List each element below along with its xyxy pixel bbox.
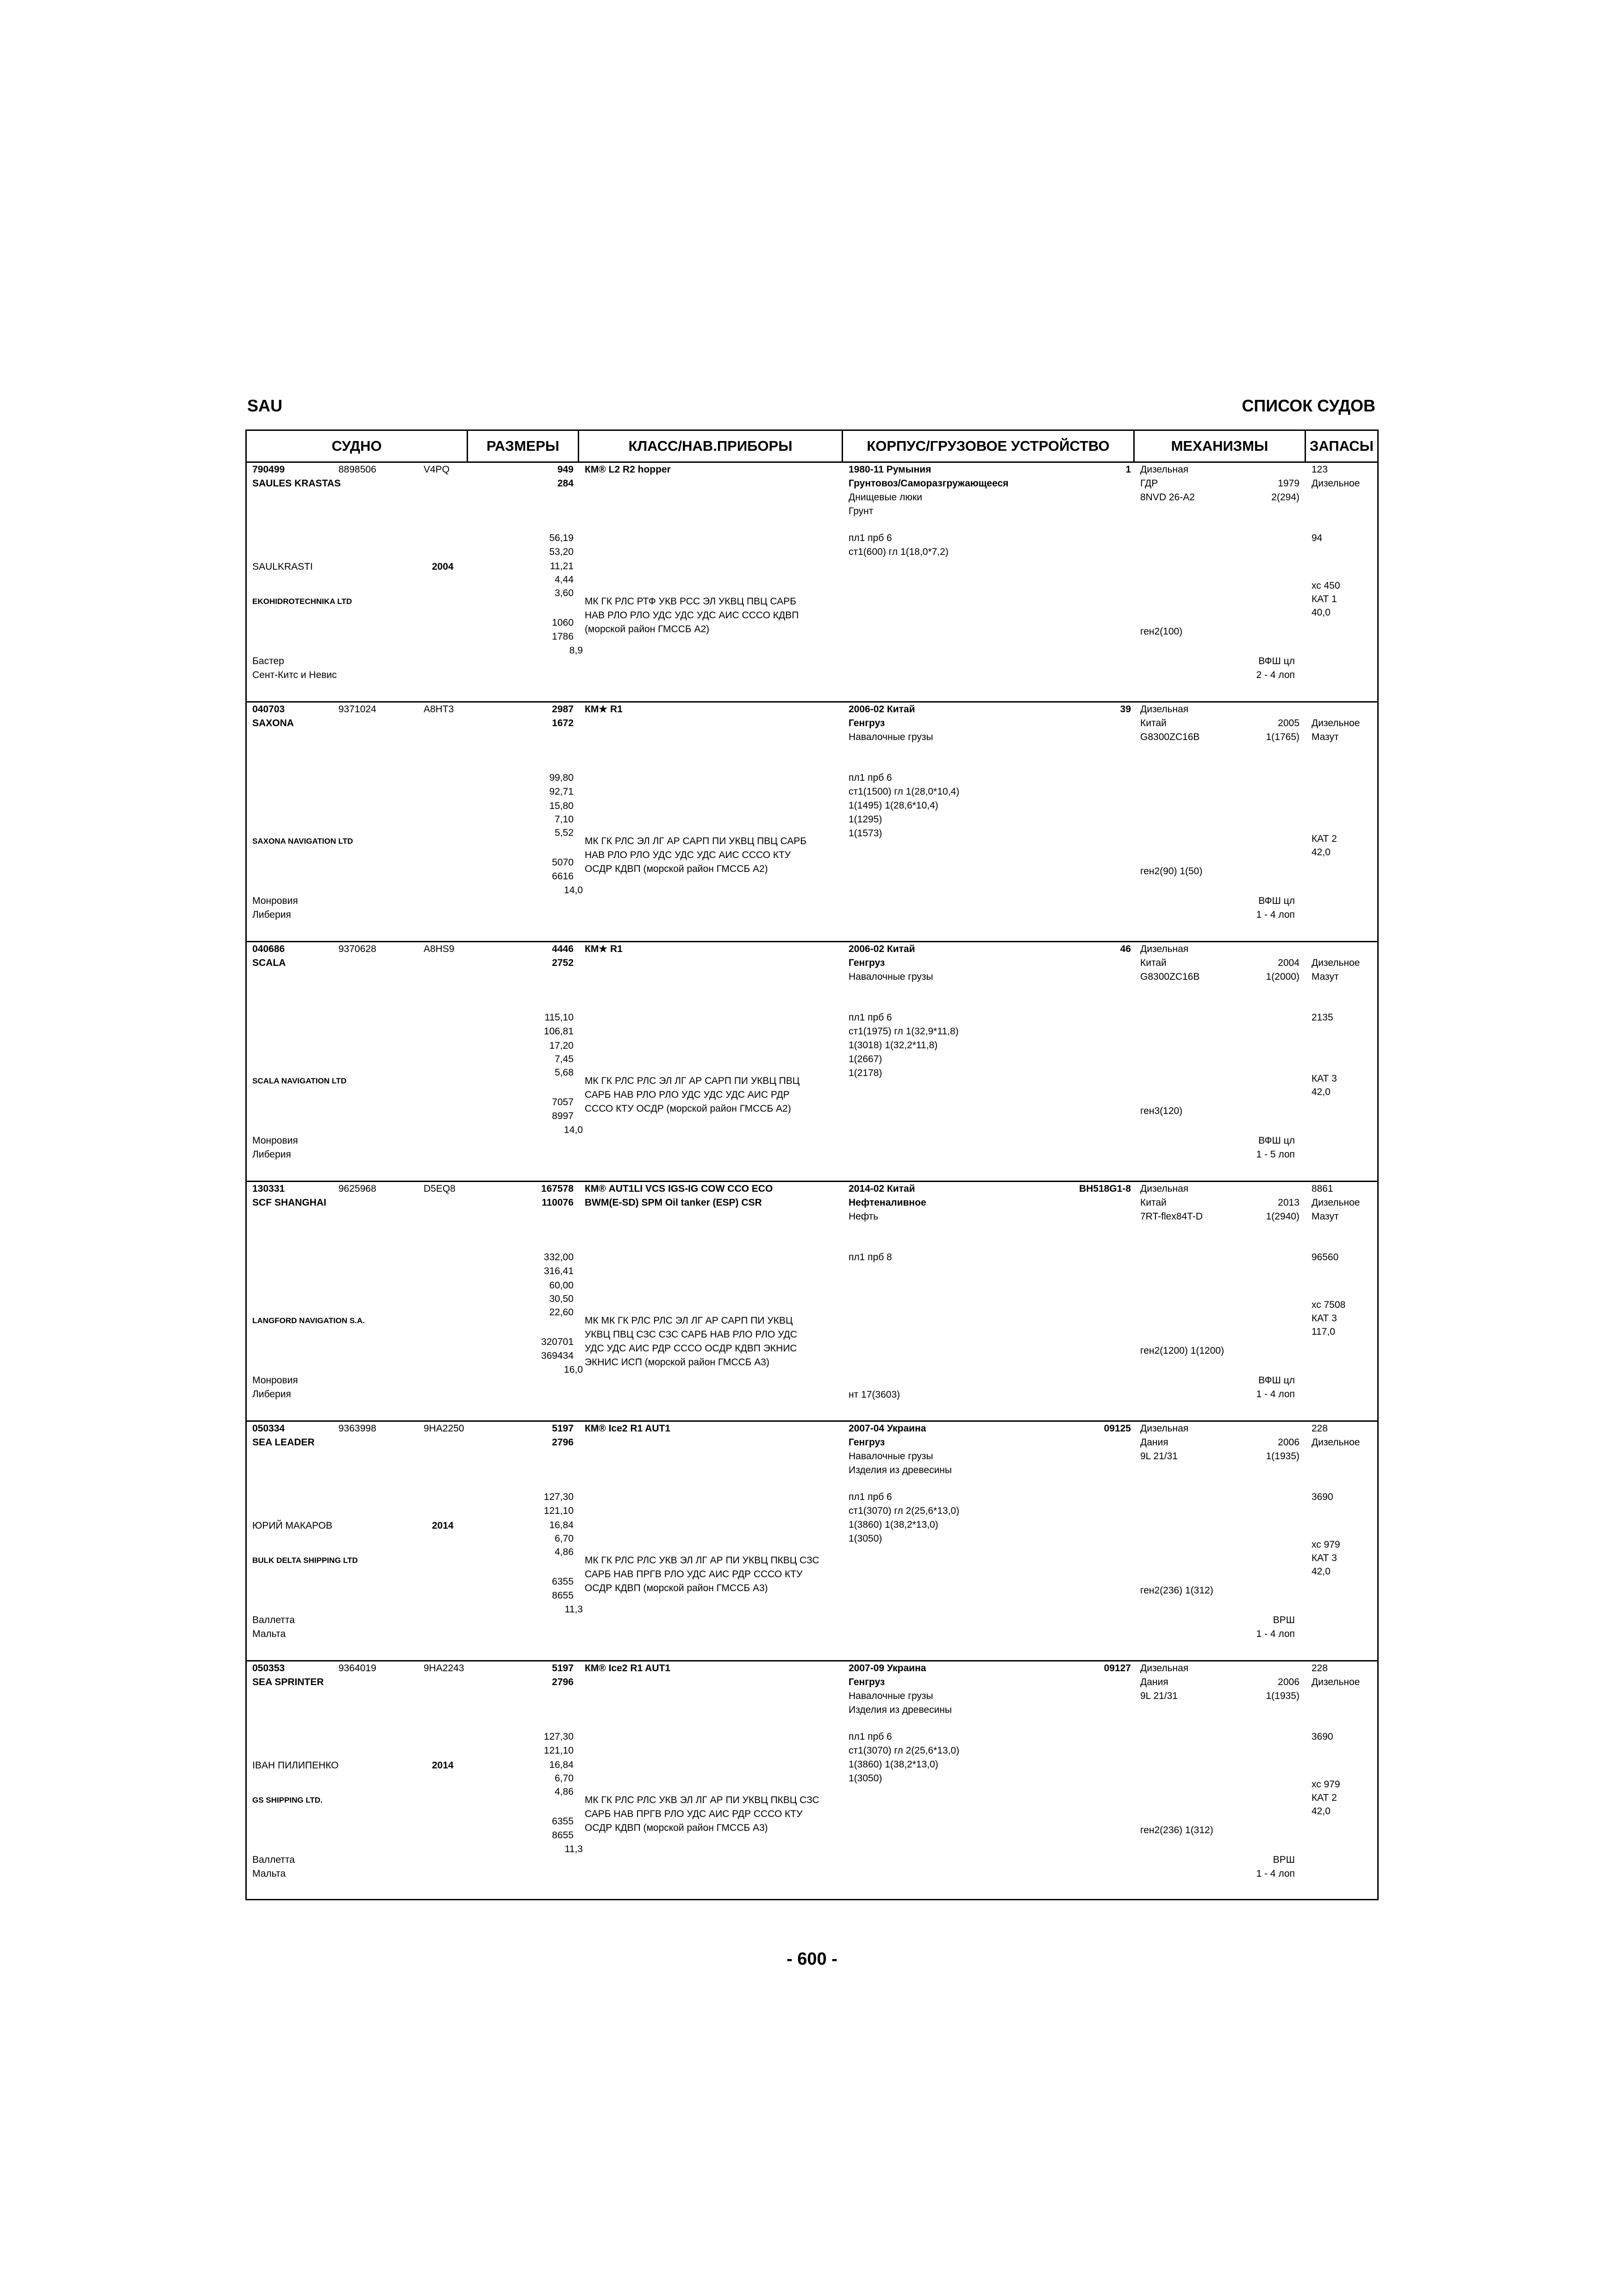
engine-detail: 7RT-flex84T-D: [1140, 1211, 1203, 1222]
vessel-reg-number: 040686: [252, 944, 285, 954]
nav-equipment: МК МК ГК РЛС РЛС ЭЛ ЛГ АР САРП ПИ УКВЦ: [585, 1315, 793, 1326]
dimension-value: 369434: [541, 1350, 574, 1361]
vessel-name: SEA SPRINTER: [252, 1677, 324, 1687]
dimension-value: 121,10: [543, 1506, 574, 1516]
propeller-blades: 1 - 5 лоп: [1256, 1149, 1295, 1160]
record-divider: [247, 1181, 1377, 1182]
stores-value: 2135: [1312, 1012, 1333, 1023]
vessel-reg-number: 040703: [252, 704, 285, 715]
build-date-country: 2006-02 Китай: [849, 944, 915, 954]
dimension-value: 5,68: [555, 1067, 574, 1078]
vessel-type: Генгруз: [849, 718, 885, 728]
build-number: 09125: [1104, 1423, 1131, 1434]
nav-equipment: УКВЦ ПВЦ СЗС СЗС САРБ НАВ РЛО РЛО УДС: [585, 1329, 797, 1340]
hull-detail: 1(3050): [849, 1773, 882, 1784]
engine-detail: Дизельная: [1140, 464, 1189, 475]
stores-value: Мазут: [1312, 1211, 1339, 1222]
engine-detail: 9L 21/31: [1140, 1691, 1178, 1701]
vessel-record: [247, 1422, 1377, 1661]
vessel-flag: Либерия: [252, 1149, 291, 1160]
dimension-value: 332,00: [543, 1252, 574, 1263]
propeller: ВФШ цл: [1258, 656, 1295, 666]
vessel-call-sign: A8HS9: [424, 944, 455, 954]
build-number: 09127: [1104, 1663, 1131, 1674]
dimension-value: 7057: [552, 1097, 574, 1108]
vessel-port: Бастер: [252, 656, 284, 666]
generator: ген2(236) 1(312): [1140, 1825, 1213, 1836]
vessel-record: [247, 463, 1377, 702]
vessel-call-sign: V4PQ: [424, 464, 450, 475]
stores-value: КАТ 3: [1312, 1073, 1337, 1084]
hull-detail: ст1(3070) гл 2(25,6*13,0): [849, 1506, 960, 1516]
cargo-type: Навалочные грузы: [849, 1451, 933, 1462]
vessel-name: SCALA: [252, 958, 286, 968]
vessel-port: Монровия: [252, 1135, 298, 1146]
dimension-value: 115,10: [544, 1012, 574, 1023]
hull-detail: пл1 прб 6: [849, 772, 892, 783]
stores-value: КАТ 2: [1312, 1792, 1337, 1803]
build-date-country: 2006-02 Китай: [849, 704, 915, 715]
nav-equipment: НАВ РЛО РЛО УДС УДС УДС АИС СССО КДВП: [585, 610, 799, 621]
engine-detail: Китай: [1140, 958, 1167, 968]
vessel-imo: 9364019: [338, 1663, 376, 1674]
engine-year: 2006: [1278, 1437, 1299, 1448]
cargo-type: Навалочные грузы: [849, 1691, 933, 1701]
propeller-blades: 1 - 4 лоп: [1256, 1629, 1295, 1639]
vessel-owner: LANGFORD NAVIGATION S.A.: [252, 1316, 365, 1325]
class-notation: КМ★ R1: [585, 704, 623, 715]
vessel-former-name: SAULKRASTI: [252, 561, 313, 572]
class-notation: КМ® Ice2 R1 AUT1: [585, 1423, 671, 1434]
vessel-flag: Либерия: [252, 909, 291, 920]
vessel-record: [247, 1661, 1377, 1901]
propeller: ВФШ цл: [1258, 1135, 1295, 1146]
engine-detail: 9L 21/31: [1140, 1451, 1178, 1462]
dimension-value: 11,3: [564, 1604, 583, 1615]
stores-value: 96560: [1312, 1252, 1339, 1263]
dimension-value: 121,10: [543, 1745, 574, 1756]
hull-detail: ст1(1975) гл 1(32,9*11,8): [849, 1026, 959, 1037]
propeller-blades: 1 - 4 лоп: [1256, 1389, 1295, 1400]
engine-detail: Дизельная: [1140, 704, 1189, 715]
dimension-value: 127,30: [543, 1492, 574, 1502]
hull-detail: пл1 прб 6: [849, 1731, 892, 1742]
nav-equipment: САРБ НАВ РЛО РЛО УДС УДС УДС АИС РДР: [585, 1089, 790, 1100]
build-number: BH518G1-8: [1079, 1183, 1131, 1194]
hull-detail: ст1(600) гл 1(18,0*7,2): [849, 547, 949, 557]
dimension-value: 22,60: [549, 1307, 574, 1318]
stores-value: 40,0: [1312, 607, 1330, 618]
vessel-port: Валлетта: [252, 1854, 295, 1865]
dimension-value: 6355: [552, 1576, 574, 1587]
nav-equipment: МК ГК РЛС РЛС УКВ ЭЛ ЛГ АР ПИ УКВЦ ПКВЦ СЗС: [585, 1795, 819, 1805]
engine-detail: Дания: [1140, 1677, 1168, 1687]
vessel-owner: BULK DELTA SHIPPING LTD: [252, 1556, 358, 1565]
class-notation: КМ® L2 R2 hopper: [585, 464, 671, 475]
generator: ген2(100): [1140, 626, 1183, 637]
stores-value: Дизельное: [1312, 1677, 1360, 1687]
gross-tonnage: 4446: [552, 944, 574, 954]
hull-extra: нт 17(3603): [849, 1389, 900, 1400]
dimension-value: 16,84: [549, 1760, 574, 1770]
cargo-type: Нефть: [849, 1211, 879, 1222]
net-tonnage: 2796: [552, 1677, 574, 1687]
vessel-imo: 9625968: [338, 1183, 376, 1194]
engine-power: 2(294): [1271, 492, 1299, 503]
vessel-port: Монровия: [252, 896, 298, 906]
class-notation: КМ★ R1: [585, 944, 623, 954]
dimension-value: 11,21: [550, 561, 574, 572]
dimension-value: 6,70: [555, 1773, 574, 1784]
vessel-port: Валлетта: [252, 1615, 295, 1625]
col-header-hull: КОРПУС/ГРУЗОВОЕ УСТРОЙСТВО: [843, 431, 1135, 461]
dimension-value: 8997: [552, 1111, 574, 1121]
dimension-value: 8655: [552, 1590, 574, 1601]
build-number: 1: [1125, 464, 1131, 475]
dimension-value: 16,84: [549, 1520, 574, 1531]
vessel-record: [247, 703, 1377, 942]
propeller: ВРШ: [1273, 1615, 1295, 1625]
vessel-former-name: ЮРИЙ МАКАРОВ: [252, 1520, 332, 1531]
engine-detail: Китай: [1140, 718, 1167, 728]
dimension-value: 53,20: [549, 547, 574, 557]
class-notation: КМ® Ice2 R1 AUT1: [585, 1663, 671, 1674]
dimension-value: 17,20: [549, 1040, 574, 1051]
gross-tonnage: 949: [557, 464, 574, 475]
net-tonnage: 1672: [552, 718, 574, 728]
dimension-value: 5070: [552, 857, 574, 868]
stores-value: 228: [1312, 1423, 1328, 1434]
stores-value: Дизельное: [1312, 1437, 1360, 1448]
dimension-value: 56,19: [549, 533, 574, 543]
vessel-call-sign: 9HA2250: [424, 1423, 464, 1434]
vessel-table: [245, 429, 1379, 1900]
nav-equipment: САРБ НАВ ПРГВ РЛО УДС АИС РДР СССО КТУ: [585, 1569, 803, 1580]
dimension-value: 16,0: [564, 1364, 583, 1375]
net-tonnage: 2796: [552, 1437, 574, 1448]
stores-value: хс 979: [1312, 1779, 1340, 1790]
dimension-value: 92,71: [549, 786, 574, 797]
dimension-value: 4,86: [555, 1547, 574, 1557]
engine-year: 2013: [1278, 1197, 1299, 1208]
stores-value: Дизельное: [1312, 718, 1360, 728]
propeller-blades: 2 - 4 лоп: [1256, 670, 1295, 680]
vessel-reg-number: 130331: [252, 1183, 285, 1194]
propeller-blades: 1 - 4 лоп: [1256, 909, 1295, 920]
page-header-country: SAU: [247, 396, 283, 415]
stores-value: 42,0: [1312, 847, 1330, 858]
vessel-name: SAXONA: [252, 718, 294, 728]
nav-equipment: МК ГК РЛС РЛС ЭЛ ЛГ АР САРП ПИ УКВЦ ПВЦ: [585, 1076, 800, 1086]
vessel-owner: SAXONA NAVIGATION LTD: [252, 837, 353, 846]
engine-power: 1(2000): [1266, 971, 1299, 982]
engine-power: 1(1935): [1266, 1451, 1299, 1462]
gross-tonnage: 5197: [552, 1663, 574, 1674]
net-tonnage: 284: [557, 478, 574, 489]
propeller: ВФШ цл: [1258, 1375, 1295, 1386]
engine-detail: ГДР: [1140, 478, 1158, 489]
dimension-value: 14,0: [564, 1125, 583, 1135]
hull-detail: 1(1495) 1(28,6*10,4): [849, 800, 938, 811]
net-tonnage: 2752: [552, 958, 574, 968]
vessel-name: SEA LEADER: [252, 1437, 315, 1448]
vessel-call-sign: 9HA2243: [424, 1663, 464, 1674]
nav-equipment: ОСДР КДВП (морской район ГМССБ A3): [585, 1823, 768, 1833]
hull-detail: пл1 прб 6: [849, 1012, 892, 1023]
propeller: ВРШ: [1273, 1854, 1295, 1865]
generator: ген2(90) 1(50): [1140, 866, 1203, 877]
engine-year: 1979: [1278, 478, 1299, 489]
vessel-name: SAULES KRASTAS: [252, 478, 341, 489]
engine-detail: Дизельная: [1140, 1183, 1189, 1194]
dimension-value: 4,86: [555, 1786, 574, 1797]
engine-detail: 8NVD 26-A2: [1140, 492, 1195, 503]
vessel-call-sign: A8HT3: [424, 704, 454, 715]
dimension-value: 7,45: [555, 1054, 574, 1064]
hull-detail: ст1(1500) гл 1(28,0*10,4): [849, 786, 960, 797]
vessel-type: Генгруз: [849, 1437, 885, 1448]
generator: ген2(236) 1(312): [1140, 1585, 1213, 1596]
engine-detail: Дизельная: [1140, 944, 1189, 954]
engine-year: 2004: [1278, 958, 1299, 968]
col-header-dimensions: РАЗМЕРЫ: [468, 431, 579, 461]
stores-value: 42,0: [1312, 1087, 1330, 1097]
vessel-record: [247, 942, 1377, 1182]
gross-tonnage: 167578: [541, 1183, 574, 1194]
build-date-country: 2007-04 Украина: [849, 1423, 926, 1434]
stores-value: Мазут: [1312, 732, 1339, 742]
stores-value: хс 450: [1312, 580, 1340, 591]
nav-equipment: МК ГК РЛС ЭЛ ЛГ АР САРП ПИ УКВЦ ПВЦ САРБ: [585, 836, 807, 846]
nav-equipment: ОСДР КДВП (морской район ГМССБ A2): [585, 864, 768, 874]
vessel-type: Нефтеналивное: [849, 1197, 926, 1208]
vessel-type: Генгруз: [849, 1677, 885, 1687]
vessel-owner: SCALA NAVIGATION LTD: [252, 1076, 347, 1085]
dimension-value: 320701: [541, 1337, 574, 1347]
stores-value: 42,0: [1312, 1566, 1330, 1577]
stores-value: хс 979: [1312, 1539, 1340, 1550]
cargo-type: Изделия из древесины: [849, 1465, 952, 1475]
stores-value: 3690: [1312, 1731, 1333, 1742]
vessel-reg-number: 050353: [252, 1663, 285, 1674]
engine-detail: G8300ZC16B: [1140, 971, 1200, 982]
hull-detail: 1(1573): [849, 828, 882, 839]
nav-equipment: ЭКНИС ИСП (морской район ГМССБ A3): [585, 1357, 769, 1368]
dimension-value: 1786: [552, 631, 574, 642]
nav-equipment: МК ГК РЛС РТФ УКВ РСС ЭЛ УКВЦ ПВЦ САРБ: [585, 596, 796, 607]
dimension-value: 6,70: [555, 1533, 574, 1544]
dimension-value: 6355: [552, 1816, 574, 1827]
dimension-value: 8655: [552, 1830, 574, 1841]
nav-equipment: ОСДР КДВП (морской район ГМССБ A3): [585, 1583, 768, 1593]
nav-equipment: МК ГК РЛС РЛС УКВ ЭЛ ЛГ АР ПИ УКВЦ ПКВЦ СЗС: [585, 1555, 819, 1566]
stores-value: Дизельное: [1312, 958, 1360, 968]
dimension-value: 60,00: [549, 1280, 574, 1291]
dimension-value: 1060: [552, 617, 574, 628]
hull-detail: 1(3860) 1(38,2*13,0): [849, 1519, 938, 1530]
vessel-flag: Мальта: [252, 1629, 286, 1639]
dimension-value: 30,50: [549, 1294, 574, 1304]
record-divider: [247, 1420, 1377, 1422]
hull-detail: пл1 прб 6: [849, 1492, 892, 1502]
vessel-type: Грунтовоз/Саморазгружающееся: [849, 478, 1009, 489]
stores-value: хс 7508: [1312, 1300, 1346, 1310]
vessel-name: SCF SHANGHAI: [252, 1197, 326, 1208]
hull-detail: 1(3018) 1(32,2*11,8): [849, 1040, 938, 1051]
col-header-stores: ЗАПАСЫ: [1309, 438, 1374, 454]
dimension-value: 14,0: [564, 885, 583, 896]
engine-detail: Дания: [1140, 1437, 1168, 1448]
dimension-value: 15,80: [549, 801, 574, 811]
stores-value: 3690: [1312, 1492, 1333, 1502]
build-date-country: 2014-02 Китай: [849, 1183, 915, 1194]
record-divider: [247, 941, 1377, 942]
stores-value: 123: [1312, 464, 1328, 475]
cargo-type: Изделия из древесины: [849, 1705, 952, 1715]
dimension-value: 11,3: [564, 1844, 583, 1854]
dimension-value: 106,81: [543, 1026, 574, 1037]
generator: ген2(1200) 1(1200): [1140, 1345, 1224, 1356]
gross-tonnage: 2987: [552, 704, 574, 715]
gross-tonnage: 5197: [552, 1423, 574, 1434]
hull-detail: пл1 прб 6: [849, 533, 892, 543]
propeller-blades: 1 - 4 лоп: [1256, 1868, 1295, 1879]
cargo-type: Грунт: [849, 506, 874, 516]
stores-value: 42,0: [1312, 1806, 1330, 1817]
dimension-value: 316,41: [543, 1266, 574, 1276]
generator: ген3(120): [1140, 1106, 1183, 1116]
col-header-vessel: СУДНО: [247, 431, 468, 461]
build-number: 39: [1120, 704, 1131, 715]
page-header-title: СПИСОК СУДОВ: [1242, 396, 1375, 415]
build-number: 46: [1120, 944, 1131, 954]
engine-detail: Китай: [1140, 1197, 1167, 1208]
vessel-flag: Сент-Китс и Невис: [252, 670, 337, 680]
page-number: - 600 -: [787, 1949, 837, 1969]
dimension-value: 7,10: [555, 814, 574, 825]
engine-power: 1(1935): [1266, 1691, 1299, 1701]
net-tonnage: 110076: [542, 1197, 574, 1208]
hull-detail: пл1 прб 8: [849, 1252, 892, 1263]
col-header-class: КЛАСС/НАВ.ПРИБОРЫ: [579, 431, 843, 461]
hull-detail: 1(3860) 1(38,2*13,0): [849, 1759, 938, 1770]
vessel-owner: EKOHIDROTECHNIKA LTD: [252, 597, 352, 606]
vessel-former-name: IBAН ПИЛИПЕНКО: [252, 1760, 339, 1771]
class-notation: КМ® AUT1LI VCS IGS-IG COW CCO ECO: [585, 1183, 773, 1194]
vessel-reg-number: 050334: [252, 1423, 285, 1434]
hull-detail: 1(2667): [849, 1054, 882, 1064]
vessel-former-year: 2014: [432, 1760, 454, 1771]
stores-value: Дизельное: [1312, 478, 1360, 489]
nav-equipment: УДС УДС АИС РДР СССО ОСДР КДВП ЭКНИС: [585, 1343, 797, 1354]
stores-value: 117,0: [1312, 1326, 1335, 1337]
col-header-machinery: МЕХАНИЗМЫ: [1135, 431, 1306, 461]
stores-value: КАТ 3: [1312, 1553, 1337, 1563]
engine-power: 1(2940): [1266, 1211, 1299, 1222]
vessel-call-sign: D5EQ8: [424, 1183, 456, 1194]
hull-detail: 1(2178): [849, 1068, 882, 1078]
engine-power: 1(1765): [1266, 732, 1299, 742]
vessel-reg-number: 790499: [252, 464, 285, 475]
dimension-value: 5,52: [555, 828, 574, 838]
nav-equipment: СССО КТУ ОСДР (морской район ГМССБ A2): [585, 1103, 791, 1114]
cargo-type: Навалочные грузы: [849, 732, 933, 742]
propeller: ВФШ цл: [1258, 896, 1295, 906]
vessel-imo: 9363998: [338, 1423, 376, 1434]
class-notation-line2: BWM(E-SD) SPM Oil tanker (ESP) CSR: [585, 1197, 762, 1208]
stores-value: 94: [1312, 533, 1323, 543]
hull-detail: 1(1295): [849, 814, 882, 825]
vessel-imo: 9371024: [338, 704, 376, 715]
vessel-owner: GS SHIPPING LTD.: [252, 1796, 323, 1804]
vessel-port: Монровия: [252, 1375, 298, 1386]
dimension-value: 3,60: [555, 588, 574, 598]
vessel-imo: 9370628: [338, 944, 376, 954]
stores-value: Дизельное: [1312, 1197, 1360, 1208]
nav-equipment: САРБ НАВ ПРГВ РЛО УДС АИС РДР СССО КТУ: [585, 1809, 803, 1819]
engine-year: 2006: [1278, 1677, 1299, 1687]
vessel-flag: Мальта: [252, 1868, 286, 1879]
cargo-type: Навалочные грузы: [849, 971, 933, 982]
cargo-type: Днищевые люки: [849, 492, 922, 503]
vessel-former-year: 2014: [432, 1520, 454, 1531]
build-date-country: 2007-09 Украина: [849, 1663, 926, 1674]
hull-detail: ст1(3070) гл 2(25,6*13,0): [849, 1745, 960, 1756]
nav-equipment: НАВ РЛО РЛО УДС УДС УДС АИС СССО КТУ: [585, 850, 791, 860]
stores-value: КАТ 2: [1312, 834, 1337, 844]
vessel-flag: Либерия: [252, 1389, 291, 1400]
nav-equipment: (морской район ГМССБ A2): [585, 624, 710, 635]
dimension-value: 99,80: [549, 772, 574, 783]
hull-detail: 1(3050): [849, 1533, 882, 1544]
stores-value: КАТ 3: [1312, 1313, 1337, 1324]
build-date-country: 1980-11 Румыния: [849, 464, 931, 475]
engine-detail: G8300ZC16B: [1140, 732, 1200, 742]
dimension-value: 4,44: [555, 574, 574, 585]
engine-year: 2005: [1278, 718, 1299, 728]
dimension-value: 127,30: [543, 1731, 574, 1742]
engine-detail: Дизельная: [1140, 1663, 1189, 1674]
stores-value: 8861: [1312, 1183, 1333, 1194]
vessel-imo: 8898506: [338, 464, 376, 475]
vessel-record: [247, 1182, 1377, 1421]
dimension-value: 6616: [552, 871, 574, 882]
stores-value: КАТ 1: [1312, 594, 1337, 604]
vessel-former-year: 2004: [432, 561, 454, 572]
record-divider: [247, 701, 1377, 703]
record-divider: [247, 1660, 1377, 1661]
vessel-type: Генгруз: [849, 958, 885, 968]
engine-detail: Дизельная: [1140, 1423, 1189, 1434]
stores-value: 228: [1312, 1663, 1328, 1674]
stores-value: Мазут: [1312, 971, 1339, 982]
dimension-value: 8,9: [569, 645, 583, 656]
